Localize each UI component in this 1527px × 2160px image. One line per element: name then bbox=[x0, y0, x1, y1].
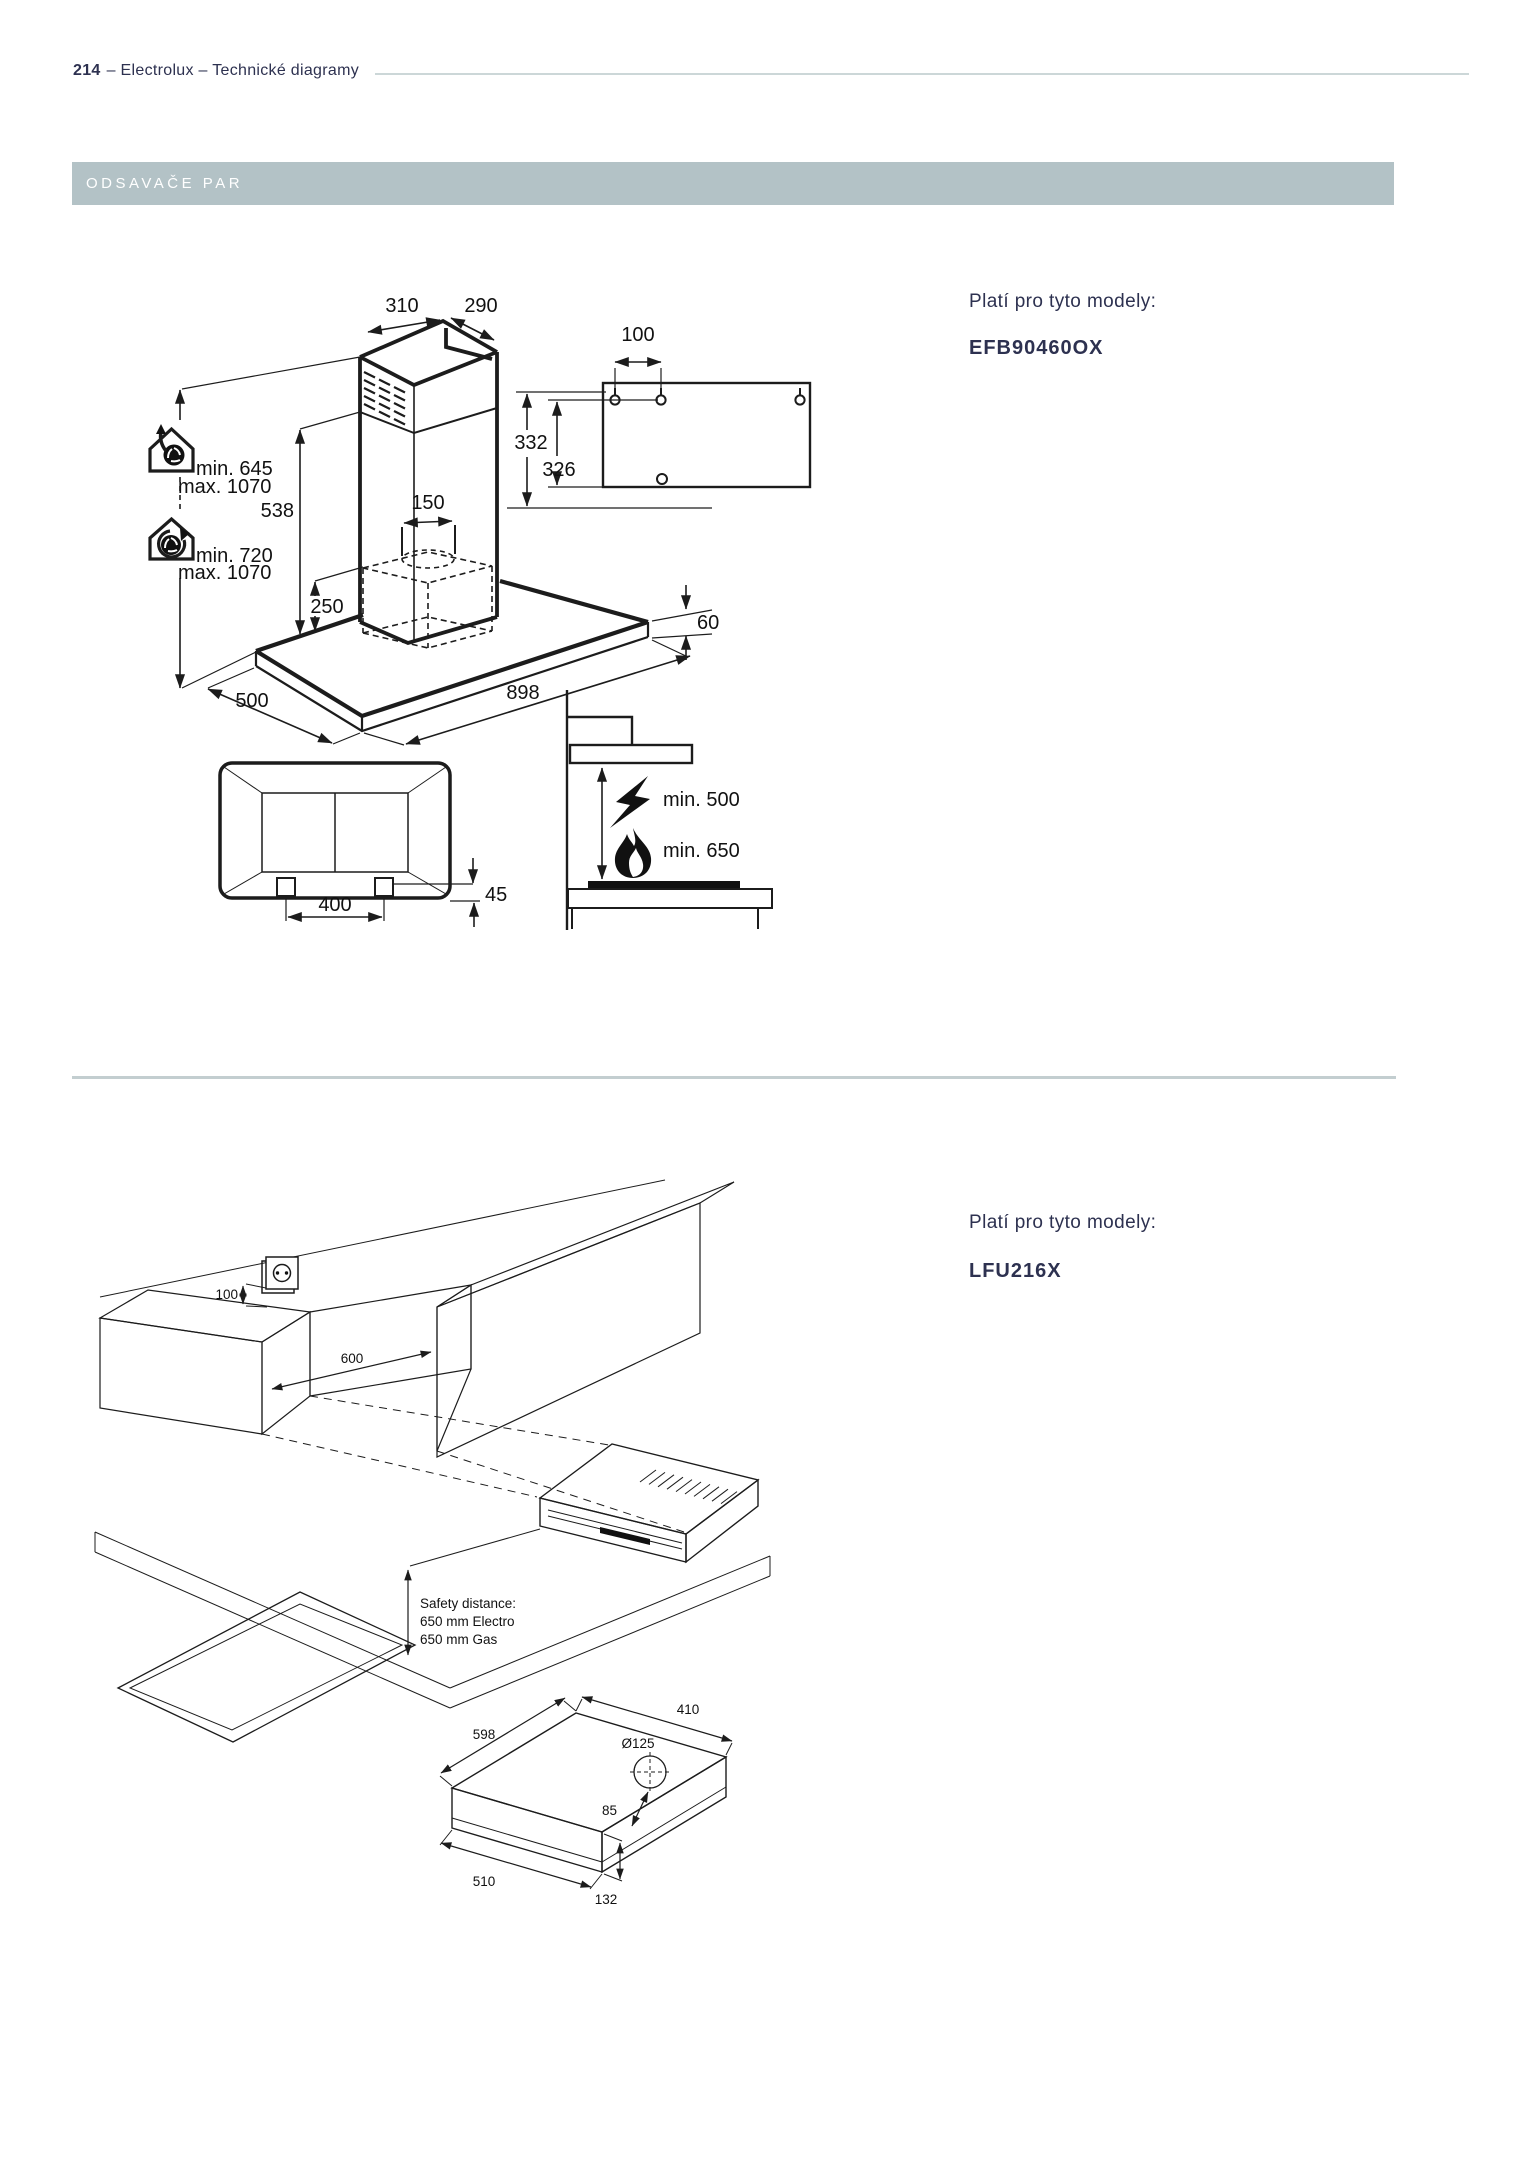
clearance-electric-label: min. 500 bbox=[663, 789, 740, 811]
lightning-icon bbox=[610, 776, 650, 828]
dim-500-label: 500 bbox=[235, 690, 269, 712]
dim-898-label: 898 bbox=[506, 682, 540, 704]
clearance-drawing bbox=[567, 690, 772, 930]
dim-598-label: 598 bbox=[472, 1727, 496, 1742]
lamp-icon bbox=[277, 878, 295, 896]
clearance-gas-label: min. 650 bbox=[663, 840, 740, 862]
dim-45-label: 45 bbox=[485, 884, 508, 906]
cooktop-bar bbox=[588, 881, 740, 889]
applies-label-1: Platí pro tyto modely: bbox=[969, 291, 1157, 312]
model-number-2: LFU216X bbox=[969, 1260, 1062, 1282]
safety-distance-dimension bbox=[408, 1529, 540, 1655]
dim-100-bracket-label: 100 bbox=[621, 324, 655, 346]
page-number: 214 bbox=[73, 62, 101, 79]
under-cabinet-hood-diagram bbox=[85, 1175, 785, 1945]
dim-132-label: 132 bbox=[594, 1892, 618, 1907]
safety-gas-label: 650 mm Gas bbox=[420, 1632, 498, 1647]
keyhole-icon bbox=[610, 388, 804, 484]
cabinet-scene-drawing bbox=[100, 1180, 734, 1532]
model-number-1: EFB90460OX bbox=[969, 337, 1104, 359]
dim-400-label: 400 bbox=[318, 894, 352, 916]
applies-label-2: Platí pro tyto modely: bbox=[969, 1212, 1157, 1233]
base-dimensions bbox=[208, 585, 719, 745]
dim-332-label: 332 bbox=[514, 432, 548, 454]
safety-distance-label: Safety distance: bbox=[420, 1596, 517, 1611]
duct-drawing bbox=[402, 492, 455, 568]
dim-85-label: 85 bbox=[601, 1803, 617, 1818]
dim-recirc-max-label: max. 1070 bbox=[178, 562, 272, 584]
height-dimensions bbox=[150, 357, 360, 688]
dim-60-label: 60 bbox=[697, 612, 720, 634]
dim-exhaust-max-label: max. 1070 bbox=[178, 476, 272, 498]
dim-diameter-label: Ø125 bbox=[621, 1736, 655, 1751]
dim-410-label: 410 bbox=[676, 1702, 700, 1717]
dim-250-label: 250 bbox=[310, 596, 344, 618]
cooktop-outline bbox=[118, 1592, 415, 1742]
hood-unit-dimension-drawing bbox=[440, 1697, 732, 1907]
top-dimensions bbox=[368, 295, 498, 340]
section-divider bbox=[72, 1076, 1396, 1079]
section-banner bbox=[72, 162, 1394, 205]
banner-label: ODSAVAČE PAR bbox=[86, 175, 244, 192]
house-exhaust-icon bbox=[150, 424, 193, 471]
safety-electro-label: 650 mm Electro bbox=[420, 1614, 515, 1629]
dim-510-label: 510 bbox=[472, 1874, 496, 1889]
lamp-icon bbox=[375, 878, 393, 896]
header-rule bbox=[375, 73, 1469, 75]
page-header bbox=[73, 62, 1469, 80]
power-socket-icon bbox=[262, 1257, 298, 1293]
dim-600-label: 600 bbox=[340, 1351, 364, 1366]
dim-538-label: 538 bbox=[260, 500, 294, 522]
hood-unit-scene-drawing bbox=[540, 1444, 758, 1562]
wall-bracket-drawing bbox=[507, 324, 810, 508]
connector-height-dimension bbox=[310, 567, 363, 631]
dim-recirc-min-label: min. 720 bbox=[196, 545, 273, 567]
page-title: – Electrolux – Technické diagramy bbox=[106, 62, 360, 79]
dim-100-socket-label: 100 bbox=[215, 1287, 238, 1302]
dim-326-label: 326 bbox=[542, 459, 576, 481]
house-recirculation-icon bbox=[150, 519, 193, 559]
dim-290-label: 290 bbox=[464, 295, 498, 317]
vent-grill-icon bbox=[640, 1470, 737, 1504]
chimney-hood-diagram bbox=[80, 200, 830, 945]
bottom-view-drawing bbox=[220, 763, 507, 927]
dim-310-label: 310 bbox=[385, 295, 419, 317]
dim-150-label: 150 bbox=[411, 492, 445, 514]
dim-exhaust-min-label: min. 645 bbox=[196, 458, 273, 480]
